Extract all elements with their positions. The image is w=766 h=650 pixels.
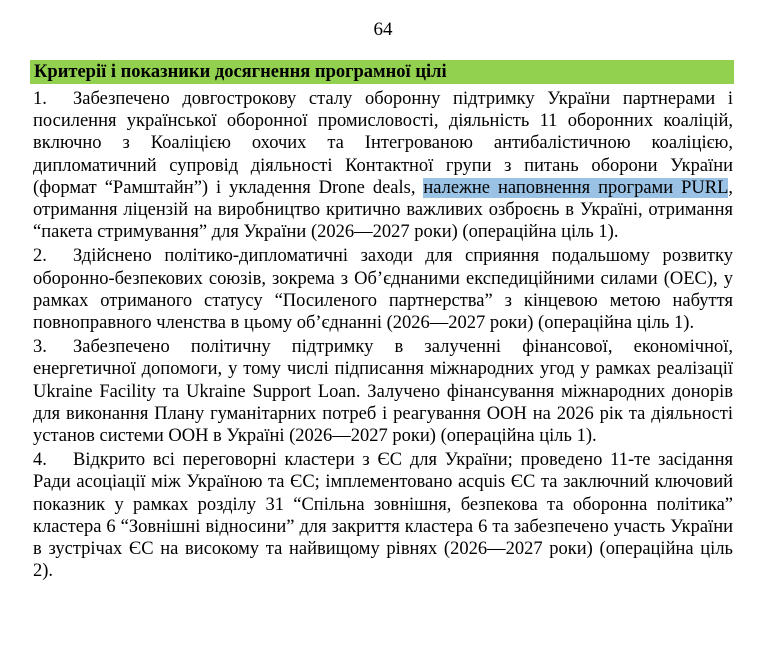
list-item xyxy=(33,449,733,582)
highlighted-text[interactable]: належне наповнення програми PURL xyxy=(423,177,729,198)
criteria-list xyxy=(33,88,733,584)
list-item xyxy=(33,336,733,447)
section-header: Критерії і показники досягнення програмної цілі xyxy=(30,60,734,84)
item-number: 1. xyxy=(33,89,47,109)
list-item xyxy=(33,88,733,243)
item-text: , отримання ліцензій на виробництво критично важливих озброєнь в Україні, отримання “пакета стримування” для України (2026—2027 роки) (операційна ціль 1). xyxy=(33,177,733,243)
item-text: Здійснено політико-дипломатичні заходи для сприяння подальшому розвитку оборонно-безпекових союзів, зокрема з Об’єднаними експедиційними силами (ОЕС), у рамках отриманого статусу “Посиленого партнерства” з кінцевою метою набуття повноправного членства в цьому об’єднанні (2026—2027 роки) (операційна ціль 1). xyxy=(33,246,733,334)
list-item xyxy=(33,245,733,334)
page-number: 64 xyxy=(373,19,393,40)
item-number: 2. xyxy=(33,246,47,267)
item-number: 3. xyxy=(33,337,47,358)
item-text: Відкрито всі переговорні кластери з ЄС для України; проведено 11-те засідання Ради асоціації між Україною та ЄС; імплементовано acquis ЄС та заключний ключовий показник у рамках розділу 31 “Спільна зовнішня, безпекова та оборонна політика” кластера 6 “Зовнішні відносини” для закриття кластера 6 та забезпечено участь України в зустрічах ЄС на високому та найвищому рівнях (2026—2027 роки) (операційна ціль 2). xyxy=(33,450,733,582)
item-number: 4. xyxy=(33,450,47,471)
item-text: Забезпечено політичну підтримку в залученні фінансової, економічної, енергетичної допомоги, у тому числі підписання міжнародних угод у рамках реалізації Ukraine Facility та Ukraine Support Loan. Залучено фінансування міжнародних донорів для виконання Плану гуманітарних потреб і реагування ООН на 2026 рік та діяльності установ системи ООН в Україні (2026—2027 роки) (операційна ціль 1). xyxy=(33,337,733,447)
item-text: Забезпечено довгострокову сталу оборонну підтримку України партнерами і посилення української оборонної промисловості, діяльність 11 оборонних коаліцій, включно з Коаліцією охочих та Інтегрованою антибалістичною коаліцією, дипломатичний супровід діяльності Контактної групи з питань оборони України (формат “Рамштайн”) і укладення Drone deals, xyxy=(33,89,733,198)
